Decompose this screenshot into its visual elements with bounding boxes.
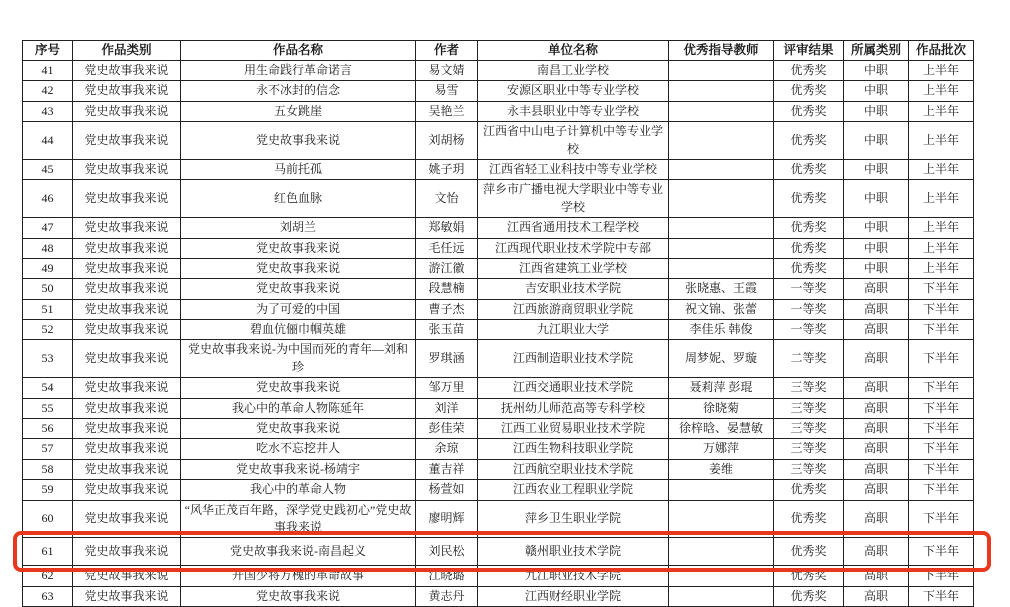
- table-row: [23, 101, 974, 121]
- cell-batch: 下半年: [909, 419, 974, 439]
- table-row: [23, 122, 974, 160]
- cell-no: 60: [23, 500, 73, 538]
- cell-result: 三等奖: [774, 419, 844, 439]
- cell-no: 48: [23, 238, 73, 258]
- column-header-batch: 作品批次: [909, 41, 974, 61]
- cell-teacher: 聂莉萍 彭琨: [669, 378, 774, 398]
- column-header-result: 评审结果: [774, 41, 844, 61]
- cell-author: 廖明辉: [416, 500, 478, 538]
- cell-author: 郑敏娟: [416, 218, 478, 238]
- table-row: [23, 180, 974, 218]
- cell-teacher: [669, 258, 774, 278]
- cell-batch: 上半年: [909, 238, 974, 258]
- cell-unit: 萍乡卫生职业学院: [478, 500, 669, 538]
- cell-category: 党史故事我来说: [73, 500, 181, 538]
- table-row: [23, 480, 974, 500]
- column-header-type: 所属类别: [844, 41, 909, 61]
- cell-title: 党史故事我来说: [181, 238, 416, 258]
- cell-no: 53: [23, 340, 73, 378]
- cell-title: 马前托孤: [181, 159, 416, 179]
- cell-type: 高职: [844, 419, 909, 439]
- cell-result: 优秀奖: [774, 480, 844, 500]
- cell-category: 党史故事我来说: [73, 320, 181, 340]
- cell-batch: 下半年: [909, 299, 974, 319]
- cell-author: 刘洋: [416, 398, 478, 418]
- cell-category: 党史故事我来说: [73, 566, 181, 586]
- cell-title: 党史故事我来说: [181, 586, 416, 606]
- cell-no: 61: [23, 538, 73, 566]
- cell-title: 为了可爱的中国: [181, 299, 416, 319]
- cell-type: 高职: [844, 398, 909, 418]
- cell-teacher: 徐晓菊: [669, 398, 774, 418]
- cell-no: 56: [23, 419, 73, 439]
- cell-unit: 赣州职业技术学院: [478, 538, 669, 566]
- cell-type: 中职: [844, 159, 909, 179]
- cell-teacher: 李佳乐 韩俊: [669, 320, 774, 340]
- cell-title: 党史故事我来说: [181, 122, 416, 160]
- cell-category: 党史故事我来说: [73, 299, 181, 319]
- cell-category: 党史故事我来说: [73, 279, 181, 299]
- cell-type: 高职: [844, 299, 909, 319]
- cell-unit: 抚州幼儿师范高等专科学校: [478, 398, 669, 418]
- cell-category: 党史故事我来说: [73, 439, 181, 459]
- cell-title: 党史故事我来说: [181, 258, 416, 278]
- cell-batch: 上半年: [909, 258, 974, 278]
- cell-author: 余琼: [416, 439, 478, 459]
- cell-result: 三等奖: [774, 378, 844, 398]
- cell-teacher: [669, 81, 774, 101]
- cell-batch: 下半年: [909, 378, 974, 398]
- cell-title: 碧血伉俪巾帼英雄: [181, 320, 416, 340]
- cell-type: 高职: [844, 500, 909, 538]
- cell-result: 优秀奖: [774, 258, 844, 278]
- cell-teacher: [669, 61, 774, 81]
- cell-result: 优秀奖: [774, 61, 844, 81]
- cell-unit: 江西生物科技职业学院: [478, 439, 669, 459]
- cell-result: 一等奖: [774, 320, 844, 340]
- cell-batch: 上半年: [909, 180, 974, 218]
- cell-author: 黄志丹: [416, 586, 478, 606]
- cell-type: 高职: [844, 538, 909, 566]
- table-row: [23, 566, 974, 586]
- cell-result: 三等奖: [774, 459, 844, 479]
- cell-result: 一等奖: [774, 299, 844, 319]
- cell-result: 一等奖: [774, 279, 844, 299]
- table-row: [23, 61, 974, 81]
- cell-batch: 上半年: [909, 61, 974, 81]
- cell-author: 易文婧: [416, 61, 478, 81]
- cell-category: 党史故事我来说: [73, 258, 181, 278]
- table-row: [23, 258, 974, 278]
- cell-teacher: [669, 218, 774, 238]
- cell-result: 二等奖: [774, 340, 844, 378]
- cell-title: 开国少将方槐的革命故事: [181, 566, 416, 586]
- cell-title: 党史故事我来说: [181, 279, 416, 299]
- cell-result: 优秀奖: [774, 159, 844, 179]
- cell-type: 中职: [844, 238, 909, 258]
- cell-type: 高职: [844, 586, 909, 606]
- cell-teacher: [669, 122, 774, 160]
- cell-batch: 上半年: [909, 218, 974, 238]
- column-header-category: 作品类别: [73, 41, 181, 61]
- column-header-title: 作品名称: [181, 41, 416, 61]
- cell-unit: 江西交通职业技术学院: [478, 378, 669, 398]
- table-row: [23, 419, 974, 439]
- cell-teacher: [669, 101, 774, 121]
- cell-type: 中职: [844, 81, 909, 101]
- table-row: [23, 238, 974, 258]
- table-row: [23, 538, 974, 566]
- cell-result: 优秀奖: [774, 586, 844, 606]
- cell-title: 五女跳崖: [181, 101, 416, 121]
- table-row: [23, 459, 974, 479]
- cell-category: 党史故事我来说: [73, 480, 181, 500]
- cell-unit: 江西航空职业技术学院: [478, 459, 669, 479]
- cell-unit: 江西省中山电子计算机中等专业学校: [478, 122, 669, 160]
- cell-author: 姚子玥: [416, 159, 478, 179]
- cell-type: 中职: [844, 218, 909, 238]
- cell-unit: 江西财经职业学院: [478, 586, 669, 606]
- cell-author: 刘民松: [416, 538, 478, 566]
- cell-title: 我心中的革命人物: [181, 480, 416, 500]
- cell-unit: 江西省通用技术工程学校: [478, 218, 669, 238]
- cell-unit: 江西制造职业技术学院: [478, 340, 669, 378]
- table-row: [23, 279, 974, 299]
- cell-author: 罗琪涵: [416, 340, 478, 378]
- table-row: [23, 439, 974, 459]
- column-header-no: 序号: [23, 41, 73, 61]
- cell-title: 用生命践行革命诺言: [181, 61, 416, 81]
- cell-type: 中职: [844, 101, 909, 121]
- table-row: [23, 378, 974, 398]
- cell-title: 党史故事我来说: [181, 378, 416, 398]
- cell-teacher: [669, 586, 774, 606]
- cell-unit: 九江职业技术学院: [478, 566, 669, 586]
- cell-unit: 永丰县职业中等专业学校: [478, 101, 669, 121]
- cell-batch: 下半年: [909, 538, 974, 566]
- cell-result: 优秀奖: [774, 218, 844, 238]
- cell-author: 吴艳兰: [416, 101, 478, 121]
- cell-type: 高职: [844, 378, 909, 398]
- cell-type: 中职: [844, 61, 909, 81]
- cell-type: 高职: [844, 320, 909, 340]
- cell-category: 党史故事我来说: [73, 586, 181, 606]
- cell-author: 江晓璐: [416, 566, 478, 586]
- table-row: [23, 299, 974, 319]
- cell-batch: 下半年: [909, 398, 974, 418]
- cell-author: 毛任远: [416, 238, 478, 258]
- cell-no: 58: [23, 459, 73, 479]
- cell-batch: 下半年: [909, 279, 974, 299]
- cell-unit: 萍乡市广播电视大学职业中等专业学校: [478, 180, 669, 218]
- cell-no: 62: [23, 566, 73, 586]
- cell-no: 42: [23, 81, 73, 101]
- table-row: [23, 320, 974, 340]
- cell-teacher: [669, 238, 774, 258]
- cell-category: 党史故事我来说: [73, 81, 181, 101]
- cell-title: 党史故事我来说: [181, 419, 416, 439]
- cell-unit: 江西农业工程职业学院: [478, 480, 669, 500]
- cell-no: 45: [23, 159, 73, 179]
- cell-unit: 江西省建筑工业学校: [478, 258, 669, 278]
- cell-category: 党史故事我来说: [73, 122, 181, 160]
- cell-category: 党史故事我来说: [73, 378, 181, 398]
- cell-type: 高职: [844, 439, 909, 459]
- cell-type: 高职: [844, 459, 909, 479]
- cell-no: 63: [23, 586, 73, 606]
- cell-result: 优秀奖: [774, 238, 844, 258]
- cell-category: 党史故事我来说: [73, 180, 181, 218]
- cell-no: 51: [23, 299, 73, 319]
- cell-no: 46: [23, 180, 73, 218]
- cell-batch: 下半年: [909, 439, 974, 459]
- cell-title: 吃水不忘挖井人: [181, 439, 416, 459]
- cell-category: 党史故事我来说: [73, 218, 181, 238]
- cell-author: 邹万里: [416, 378, 478, 398]
- cell-no: 43: [23, 101, 73, 121]
- awards-table: [22, 40, 974, 607]
- table-row: [23, 159, 974, 179]
- cell-author: 段慧楠: [416, 279, 478, 299]
- table-row: [23, 500, 974, 538]
- cell-teacher: [669, 159, 774, 179]
- cell-category: 党史故事我来说: [73, 340, 181, 378]
- cell-teacher: 万娜萍: [669, 439, 774, 459]
- cell-no: 59: [23, 480, 73, 500]
- cell-batch: 下半年: [909, 340, 974, 378]
- cell-author: 张玉苗: [416, 320, 478, 340]
- cell-batch: 上半年: [909, 159, 974, 179]
- cell-teacher: [669, 500, 774, 538]
- cell-category: 党史故事我来说: [73, 238, 181, 258]
- cell-teacher: [669, 480, 774, 500]
- cell-category: 党史故事我来说: [73, 459, 181, 479]
- cell-batch: 下半年: [909, 480, 974, 500]
- cell-result: 优秀奖: [774, 566, 844, 586]
- cell-title: 党史故事我来说-为中国而死的青年—刘和珍: [181, 340, 416, 378]
- cell-teacher: 张晓惠、王霞: [669, 279, 774, 299]
- cell-unit: 江西工业贸易职业技术学院: [478, 419, 669, 439]
- cell-teacher: [669, 538, 774, 566]
- cell-batch: 上半年: [909, 101, 974, 121]
- cell-title: 红色血脉: [181, 180, 416, 218]
- cell-batch: 下半年: [909, 566, 974, 586]
- cell-no: 55: [23, 398, 73, 418]
- cell-result: 优秀奖: [774, 538, 844, 566]
- cell-no: 44: [23, 122, 73, 160]
- cell-no: 49: [23, 258, 73, 278]
- cell-type: 中职: [844, 180, 909, 218]
- table-row: [23, 218, 974, 238]
- cell-author: 彭佳荣: [416, 419, 478, 439]
- awards-table-sheet: [22, 40, 974, 607]
- cell-category: 党史故事我来说: [73, 61, 181, 81]
- cell-result: 优秀奖: [774, 500, 844, 538]
- cell-result: 优秀奖: [774, 180, 844, 218]
- column-header-author: 作者: [416, 41, 478, 61]
- cell-unit: 吉安职业技术学院: [478, 279, 669, 299]
- cell-title: “风华正茂百年路，深学党史践初心”党史故事我来说: [181, 500, 416, 538]
- cell-unit: 江西省轻工业科技中等专业学校: [478, 159, 669, 179]
- cell-category: 党史故事我来说: [73, 538, 181, 566]
- cell-batch: 下半年: [909, 586, 974, 606]
- cell-batch: 下半年: [909, 459, 974, 479]
- cell-teacher: 徐梓晗、晏慧敏: [669, 419, 774, 439]
- cell-unit: 江西旅游商贸职业学院: [478, 299, 669, 319]
- cell-author: 董吉祥: [416, 459, 478, 479]
- column-header-unit: 单位名称: [478, 41, 669, 61]
- cell-type: 中职: [844, 258, 909, 278]
- cell-teacher: 姜维: [669, 459, 774, 479]
- cell-title: 永不冰封的信念: [181, 81, 416, 101]
- cell-title: 党史故事我来说-南昌起义: [181, 538, 416, 566]
- cell-no: 57: [23, 439, 73, 459]
- table-row: [23, 81, 974, 101]
- cell-no: 54: [23, 378, 73, 398]
- cell-author: 游江徽: [416, 258, 478, 278]
- cell-author: 易雪: [416, 81, 478, 101]
- cell-title: 党史故事我来说-杨靖宇: [181, 459, 416, 479]
- cell-title: 刘胡兰: [181, 218, 416, 238]
- cell-type: 高职: [844, 480, 909, 500]
- cell-teacher: 周梦妮、罗璇: [669, 340, 774, 378]
- cell-result: 三等奖: [774, 439, 844, 459]
- cell-type: 高职: [844, 566, 909, 586]
- cell-no: 47: [23, 218, 73, 238]
- column-header-teacher: 优秀指导教师: [669, 41, 774, 61]
- cell-unit: 九江职业大学: [478, 320, 669, 340]
- table-row: [23, 340, 974, 378]
- cell-category: 党史故事我来说: [73, 101, 181, 121]
- cell-batch: 上半年: [909, 122, 974, 160]
- cell-batch: 下半年: [909, 320, 974, 340]
- cell-author: 刘胡杨: [416, 122, 478, 160]
- cell-title: 我心中的革命人物陈延年: [181, 398, 416, 418]
- cell-teacher: [669, 180, 774, 218]
- cell-teacher: [669, 566, 774, 586]
- cell-author: 文怡: [416, 180, 478, 218]
- cell-unit: 南昌工业学校: [478, 61, 669, 81]
- cell-no: 52: [23, 320, 73, 340]
- cell-teacher: 祝文锦、张蕾: [669, 299, 774, 319]
- cell-author: 杨萱如: [416, 480, 478, 500]
- cell-unit: 安源区职业中等专业学校: [478, 81, 669, 101]
- cell-result: 三等奖: [774, 398, 844, 418]
- cell-unit: 江西现代职业技术学院中专部: [478, 238, 669, 258]
- cell-type: 中职: [844, 122, 909, 160]
- cell-batch: 下半年: [909, 500, 974, 538]
- cell-no: 50: [23, 279, 73, 299]
- header-row: [23, 41, 974, 61]
- cell-category: 党史故事我来说: [73, 398, 181, 418]
- cell-no: 41: [23, 61, 73, 81]
- cell-category: 党史故事我来说: [73, 159, 181, 179]
- cell-batch: 上半年: [909, 81, 974, 101]
- cell-author: 曹子杰: [416, 299, 478, 319]
- cell-result: 优秀奖: [774, 122, 844, 160]
- cell-type: 高职: [844, 279, 909, 299]
- cell-type: 高职: [844, 340, 909, 378]
- cell-result: 优秀奖: [774, 81, 844, 101]
- cell-result: 优秀奖: [774, 101, 844, 121]
- table-row: [23, 398, 974, 418]
- table-row: [23, 586, 974, 606]
- cell-category: 党史故事我来说: [73, 419, 181, 439]
